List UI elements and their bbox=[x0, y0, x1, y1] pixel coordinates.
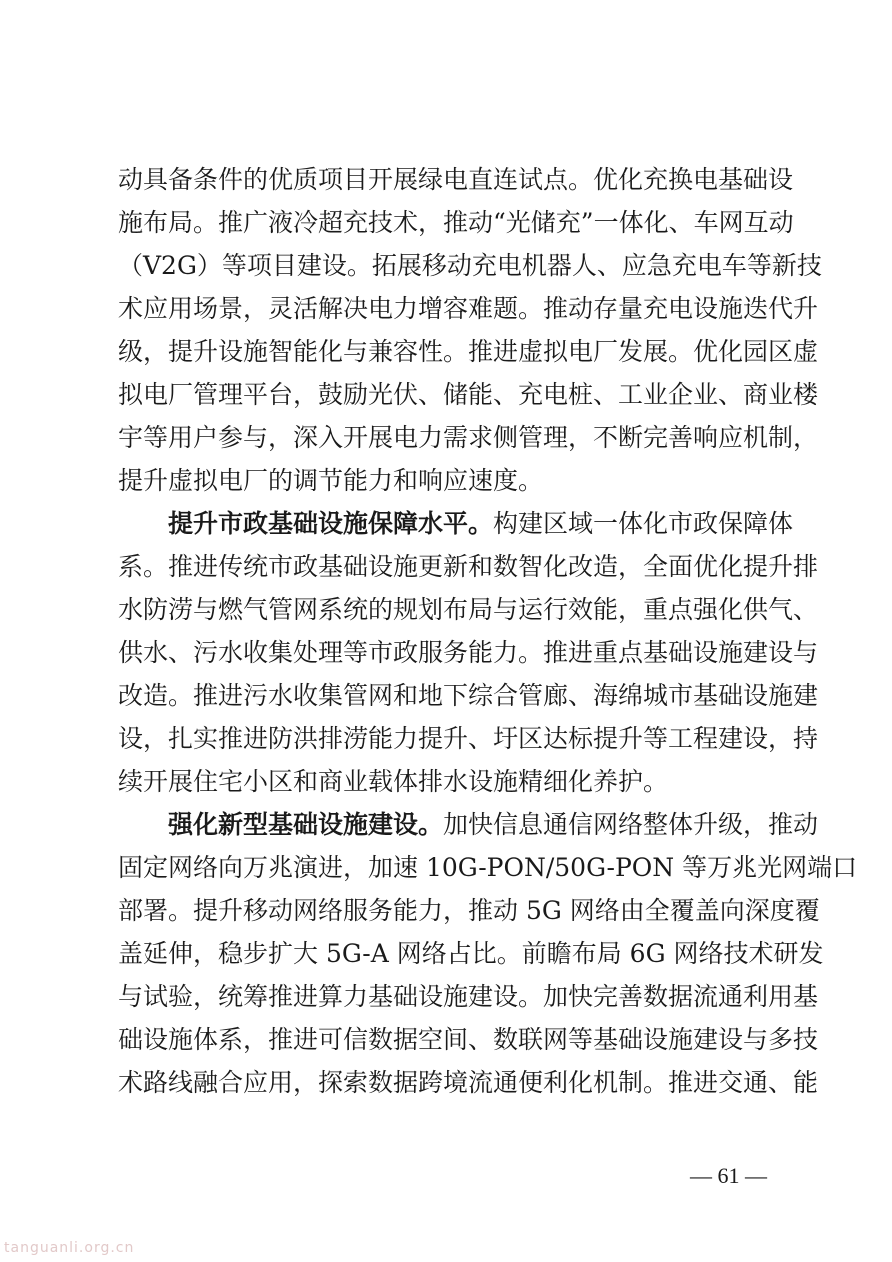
heading-line-text: 加快信息通信网络整体升级，推动 bbox=[443, 810, 819, 839]
heading-line-text: 构建区域一体化市政保障体 bbox=[493, 509, 794, 538]
text-line: 水防涝与燃气管网系统的规划布局与运行效能，重点强化供气、 bbox=[118, 595, 819, 624]
text-line: 术应用场景，灵活解决电力增容难题。推动存量充电设施迭代升 bbox=[118, 294, 819, 323]
text-line: 提升虚拟电厂的调节能力和响应速度。 bbox=[118, 466, 544, 495]
text-line: 续开展住宅小区和商业载体排水设施精细化养护。 bbox=[118, 767, 669, 796]
watermark: tanguanli.org.cn bbox=[4, 1240, 135, 1256]
paragraph-1 bbox=[118, 158, 822, 502]
paragraph-heading: 强化新型基础设施建设。 bbox=[168, 810, 444, 839]
text-line: 拟电厂管理平台，鼓励光伏、储能、充电桩、工业企业、商业楼 bbox=[118, 380, 819, 409]
paragraph-3 bbox=[118, 803, 858, 1104]
text-line: 施布局。推广液冷超充技术，推动“光储充”一体化、车网互动 bbox=[118, 208, 794, 237]
paragraph-2 bbox=[118, 502, 819, 803]
text-line: 部署。提升移动网络服务能力，推动 5G 网络由全覆盖向深度覆 bbox=[118, 896, 820, 925]
text-line: 改造。推进污水收集管网和地下综合管廊、海绵城市基础设施建 bbox=[118, 681, 819, 710]
text-line: 固定网络向万兆演进，加速 10G-PON/50G-PON 等万兆光网端口 bbox=[118, 853, 858, 882]
text-line: 供水、污水收集处理等市政服务能力。推进重点基础设施建设与 bbox=[118, 638, 819, 667]
text-line: 术路线融合应用，探索数据跨境流通便利化机制。推进交通、能 bbox=[118, 1068, 819, 1097]
text-line bbox=[118, 803, 819, 846]
text-line: 动具备条件的优质项目开展绿电直连试点。优化充换电基础设 bbox=[118, 165, 794, 194]
text-line: 系。推进传统市政基础设施更新和数智化改造，全面优化提升排 bbox=[118, 552, 819, 581]
text-line: 础设施体系，推进可信数据空间、数联网等基础设施建设与多技 bbox=[118, 1025, 819, 1054]
document-body bbox=[118, 158, 858, 1104]
text-line bbox=[118, 502, 794, 545]
text-line: （V2G）等项目建设。拓展移动充电机器人、应急充电车等新技 bbox=[118, 251, 822, 280]
paragraph-heading: 提升市政基础设施保障水平。 bbox=[168, 509, 494, 538]
page-number: — 61 — bbox=[690, 1163, 767, 1188]
text-line: 与试验，统筹推进算力基础设施建设。加快完善数据流通利用基 bbox=[118, 982, 819, 1011]
text-line: 盖延伸，稳步扩大 5G-A 网络占比。前瞻布局 6G 网络技术研发 bbox=[118, 939, 824, 968]
text-line: 级，提升设施智能化与兼容性。推进虚拟电厂发展。优化园区虚 bbox=[118, 337, 819, 366]
text-line: 宇等用户参与，深入开展电力需求侧管理，不断完善响应机制， bbox=[118, 423, 819, 452]
text-line: 设，扎实推进防洪排涝能力提升、圩区达标提升等工程建设，持 bbox=[118, 724, 819, 753]
